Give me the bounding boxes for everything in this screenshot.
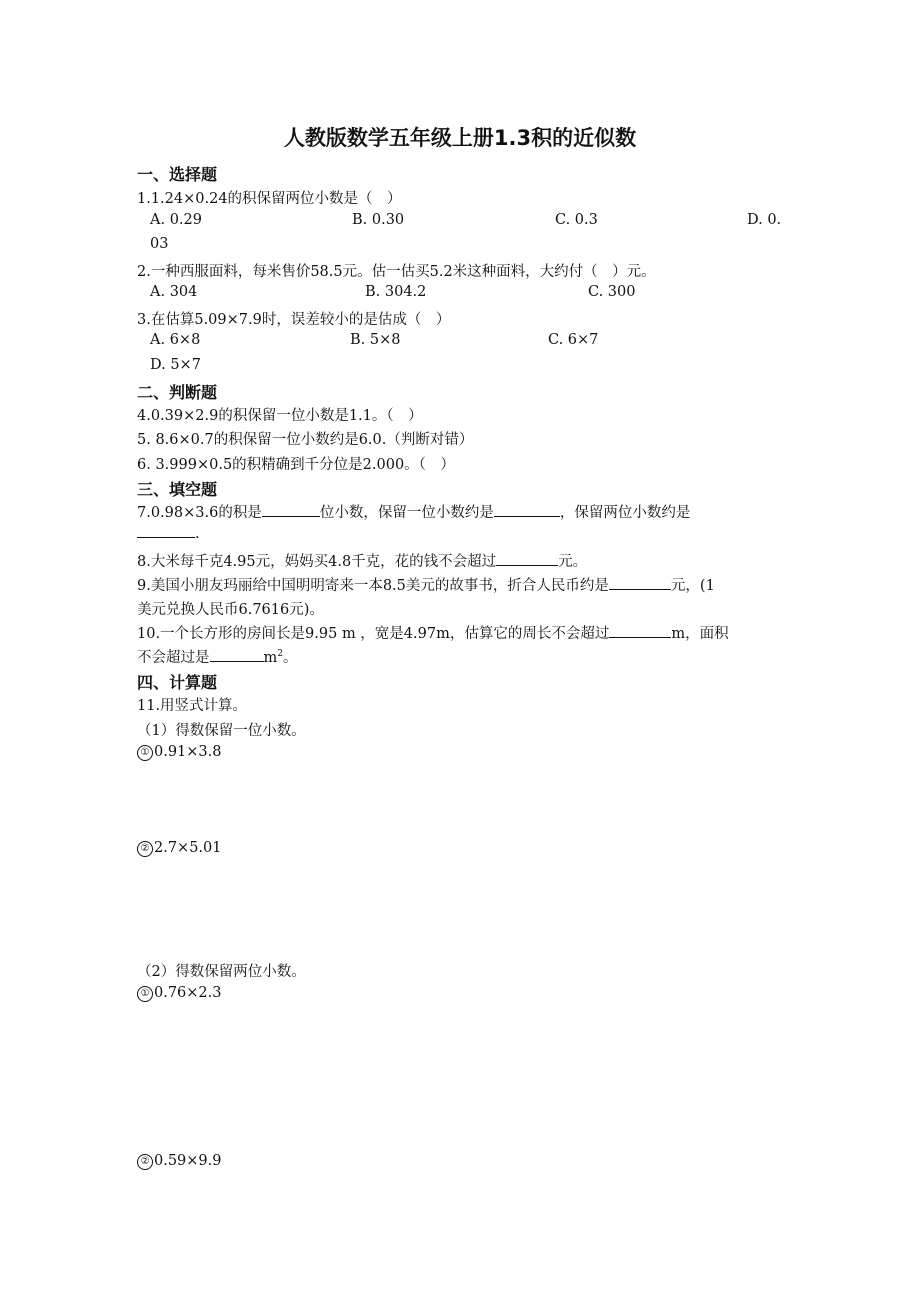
q1-option-a: A. 0.29: [150, 212, 202, 228]
section-heading-choice: 一、选择题: [137, 165, 218, 184]
circled-number-1: ①: [137, 745, 153, 761]
q10-text-5: 。: [282, 650, 298, 666]
q10-unit-exponent: 2: [277, 649, 283, 660]
question-4: 4.0.39×2.9的积保留一位小数是1.1。（ ）: [137, 408, 423, 424]
q11-part-1: （1）得数保留一位小数。: [137, 723, 306, 739]
q8-text-1: 8.大米每千克4.95元，妈妈买4.8千克，花的钱不会超过: [137, 554, 497, 570]
q1-option-d-wrap: 03: [150, 236, 169, 252]
q1-option-c: C. 0.3: [555, 212, 598, 228]
q2-option-b: B. 304.2: [365, 284, 427, 300]
question-10-line1: [137, 622, 729, 643]
question-9-line1: [137, 574, 715, 595]
answer-blank[interactable]: [137, 525, 195, 538]
q10-text-3: 不会超过是: [137, 650, 210, 666]
section-heading-judge: 二、判断题: [137, 383, 218, 402]
q9-text-1: 9.美国小朋友玛丽给中国明明寄来一本8.5美元的故事书，折合人民币约是: [137, 578, 609, 594]
answer-blank[interactable]: [496, 553, 558, 566]
q1-option-d: D. 0.: [747, 212, 782, 228]
question-3-stem: 3.在估算5.09×7.9时，误差较小的是估成（ ）: [137, 312, 451, 328]
page-title: 人教版数学五年级上册1.3积的近似数: [283, 126, 637, 150]
q3-option-d: D. 5×7: [150, 357, 201, 373]
question-2-stem: 2.一种西服面料，每米售价58.5元。估一估买5.2米这种面料，大约付（ ）元。: [137, 264, 656, 280]
question-11-stem: 11.用竖式计算。: [137, 698, 248, 714]
q11-item-4: [137, 1153, 222, 1170]
q3-option-b: B. 5×8: [350, 332, 401, 348]
circled-number-2: ②: [137, 841, 153, 857]
q3-option-a: A. 6×8: [150, 332, 201, 348]
question-1-stem: 1.1.24×0.24的积保留两位小数是（ ）: [137, 191, 402, 207]
q1-option-b: B. 0.30: [352, 212, 405, 228]
q2-option-c: C. 300: [588, 284, 636, 300]
answer-blank[interactable]: [609, 625, 671, 638]
q11-item-1: [137, 744, 222, 761]
section-heading-calc: 四、计算题: [137, 673, 218, 692]
question-7-line2: [137, 525, 200, 542]
circled-number-2: ②: [137, 1154, 153, 1170]
q7-text-4: .: [195, 526, 200, 542]
q11-expr-2: 2.7×5.01: [154, 840, 222, 856]
question-9-line2: 美元兑换人民币6.7616元)。: [137, 602, 324, 618]
q8-text-2: 元。: [558, 554, 588, 570]
answer-blank[interactable]: [609, 577, 671, 590]
circled-number-1: ①: [137, 986, 153, 1002]
answer-blank[interactable]: [262, 504, 320, 517]
answer-blank[interactable]: [210, 649, 264, 662]
q11-part-2: （2）得数保留两位小数。: [137, 964, 306, 980]
q11-expr-4: 0.59×9.9: [154, 1153, 222, 1169]
question-7-line1: [137, 501, 690, 522]
q11-expr-1: 0.91×3.8: [154, 744, 222, 760]
q11-item-3: [137, 985, 222, 1002]
question-8: [137, 550, 587, 571]
q7-text-3: ，保留两位小数约是: [559, 505, 691, 521]
q10-unit: m: [263, 650, 278, 666]
section-heading-fill: 三、填空题: [137, 480, 218, 499]
q2-option-a: A. 304: [150, 284, 198, 300]
q7-text-1: 7.0.98×3.6的积是: [137, 505, 262, 521]
q9-text-2: 元，(1: [670, 578, 715, 594]
q11-expr-3: 0.76×2.3: [154, 985, 222, 1001]
question-6: 6. 3.999×0.5的积精确到千分位是2.000。（ ）: [137, 457, 455, 473]
q3-option-c: C. 6×7: [548, 332, 599, 348]
q10-text-1: 10.一个长方形的房间长是9.95 m ，宽是4.97m，估算它的周长不会超过: [137, 626, 610, 642]
q11-item-2: [137, 840, 222, 857]
question-5: 5. 8.6×0.7的积保留一位小数约是6.0.（判断对错）: [137, 432, 474, 448]
answer-blank[interactable]: [494, 504, 560, 517]
question-10-line2: [137, 646, 297, 667]
q7-text-2: 位小数，保留一位小数约是: [319, 505, 494, 521]
q10-text-2: m，面积: [671, 626, 729, 642]
